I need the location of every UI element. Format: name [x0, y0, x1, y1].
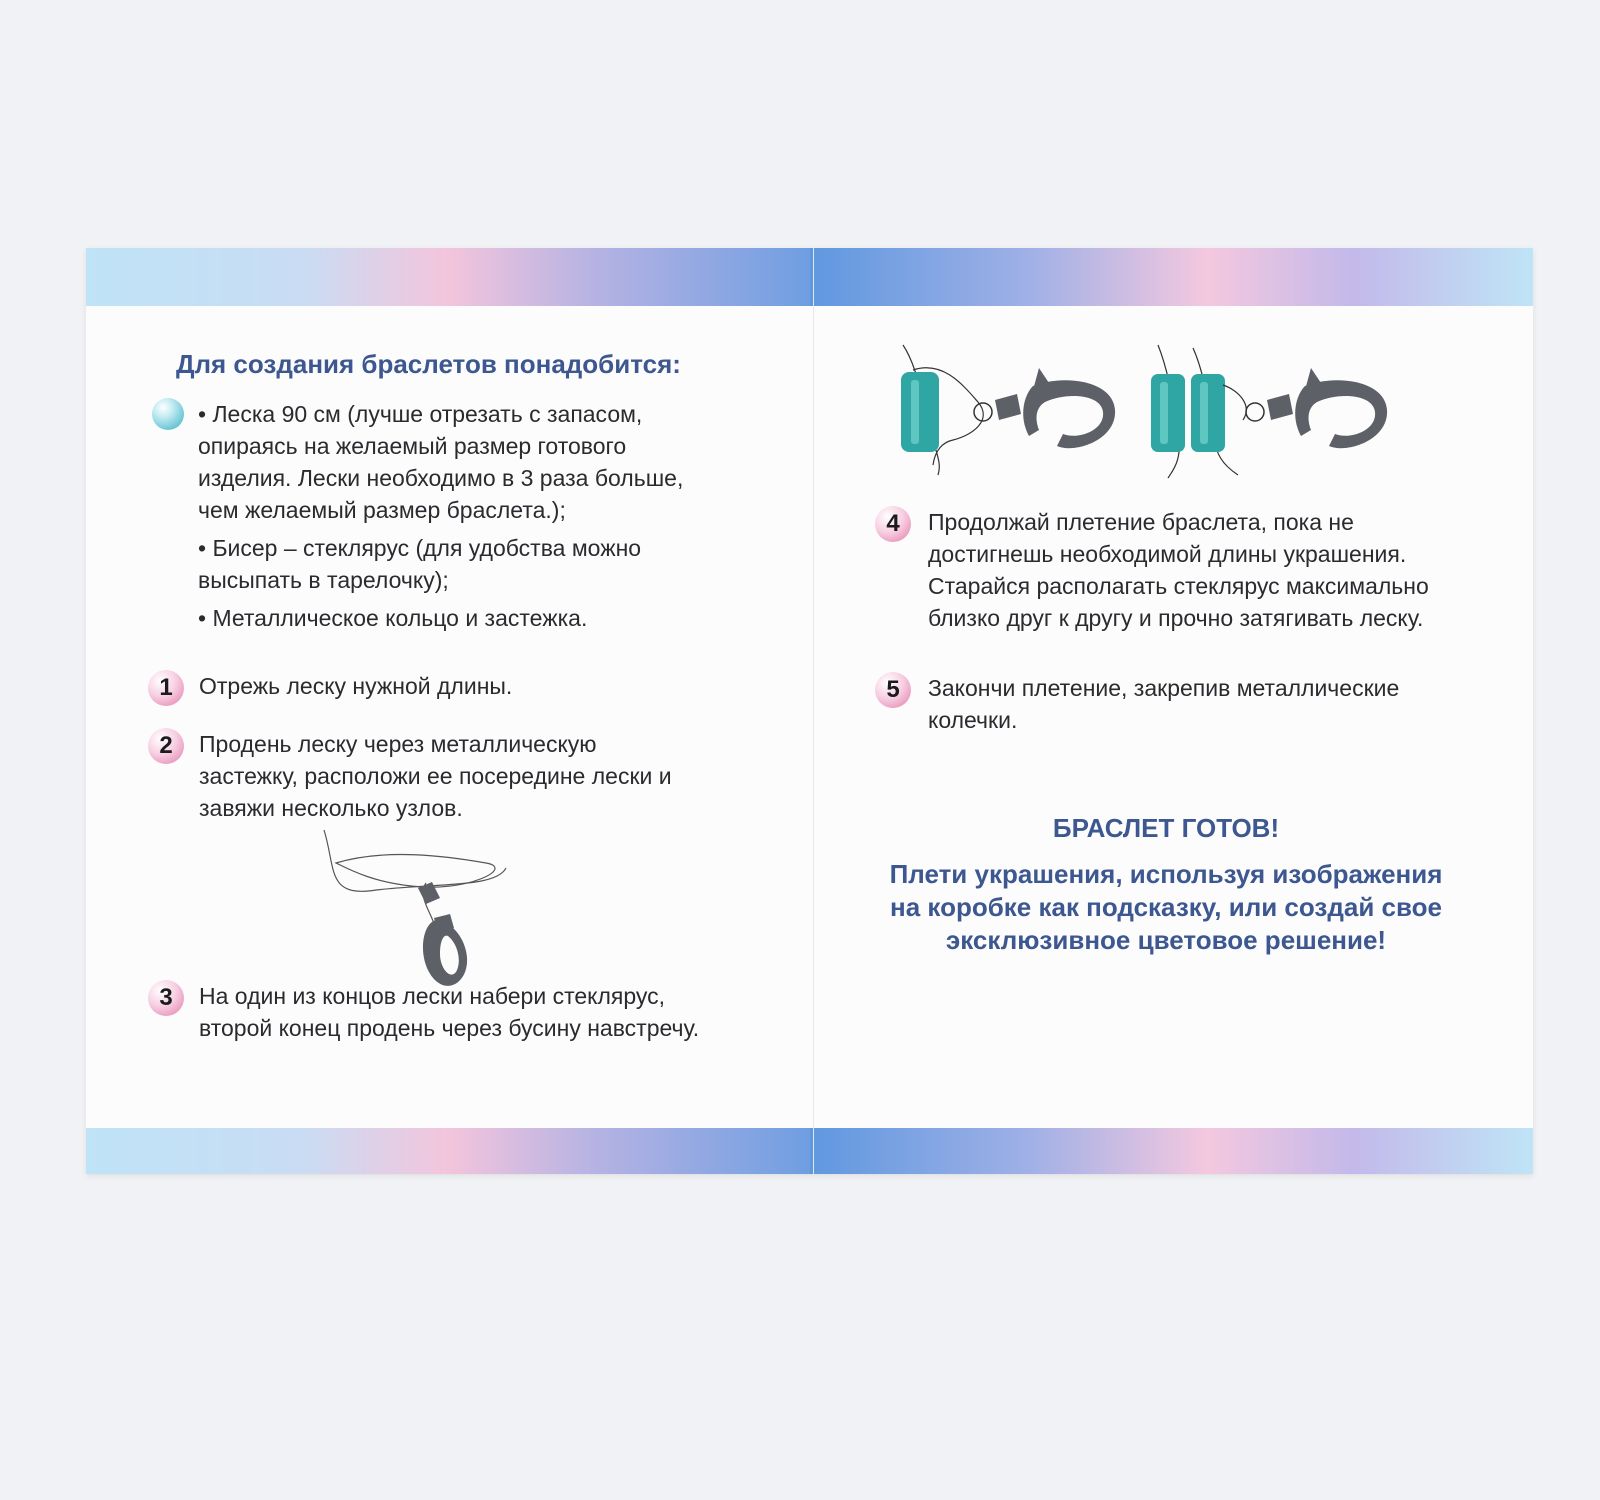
right-page: [813, 248, 1533, 1174]
step-1-text: Отрежь леску нужной длины.: [199, 673, 513, 699]
material-item: • Металлическое кольцо и застежка.: [198, 605, 588, 631]
step-3-text: На один из концов лески набери стеклярус, второй конец продень через бусину навстречу.: [199, 983, 700, 1041]
step-2-text: Продень леску через металлическую застежку, расположи ее посередине лески и завяжи несколько узлов.: [199, 731, 672, 821]
instruction-booklet: [86, 248, 1533, 1174]
materials-list: [198, 398, 718, 640]
left-page: [86, 248, 813, 1174]
step-2-badge: 2: [148, 728, 184, 764]
step-5-text: Закончи плетение, закрепив металлические колечки.: [928, 675, 1400, 733]
step-1-badge: 1: [148, 670, 184, 706]
finale-title: БРАСЛЕТ ГОТОВ!: [1052, 813, 1280, 843]
step-3-badge: 3: [148, 980, 184, 1016]
materials-heading: Для создания браслетов понадобится:: [176, 349, 681, 379]
step-5-badge: 5: [875, 672, 911, 708]
step-4-text: Продолжай плетение браслета, пока не достигнешь необходимой длины украшения. Старайся располагать стеклярус максимально близко друг к другу и прочно затягивать леску.: [928, 509, 1429, 631]
step-4-badge: 4: [875, 506, 911, 542]
material-item: • Бисер – стеклярус (для удобства можно высыпать в тарелочку);: [198, 535, 642, 593]
pearl-bead-icon: [152, 398, 184, 430]
beading-step-illustration-2: [1143, 340, 1403, 480]
beading-step-illustration-1: [883, 340, 1123, 480]
material-item: • Леска 90 см (лучше отрезать с запасом, опираясь на желаемый размер готового изделия. Лески необходимо в 3 раза больше, чем желаемый размер браслета.);: [198, 401, 684, 523]
clasp-knot-illustration: [316, 828, 546, 988]
finale-body: Плети украшения, используя изображения на коробке как подсказку, или создай свое эксклюзивное цветовое решение!: [889, 859, 1443, 955]
